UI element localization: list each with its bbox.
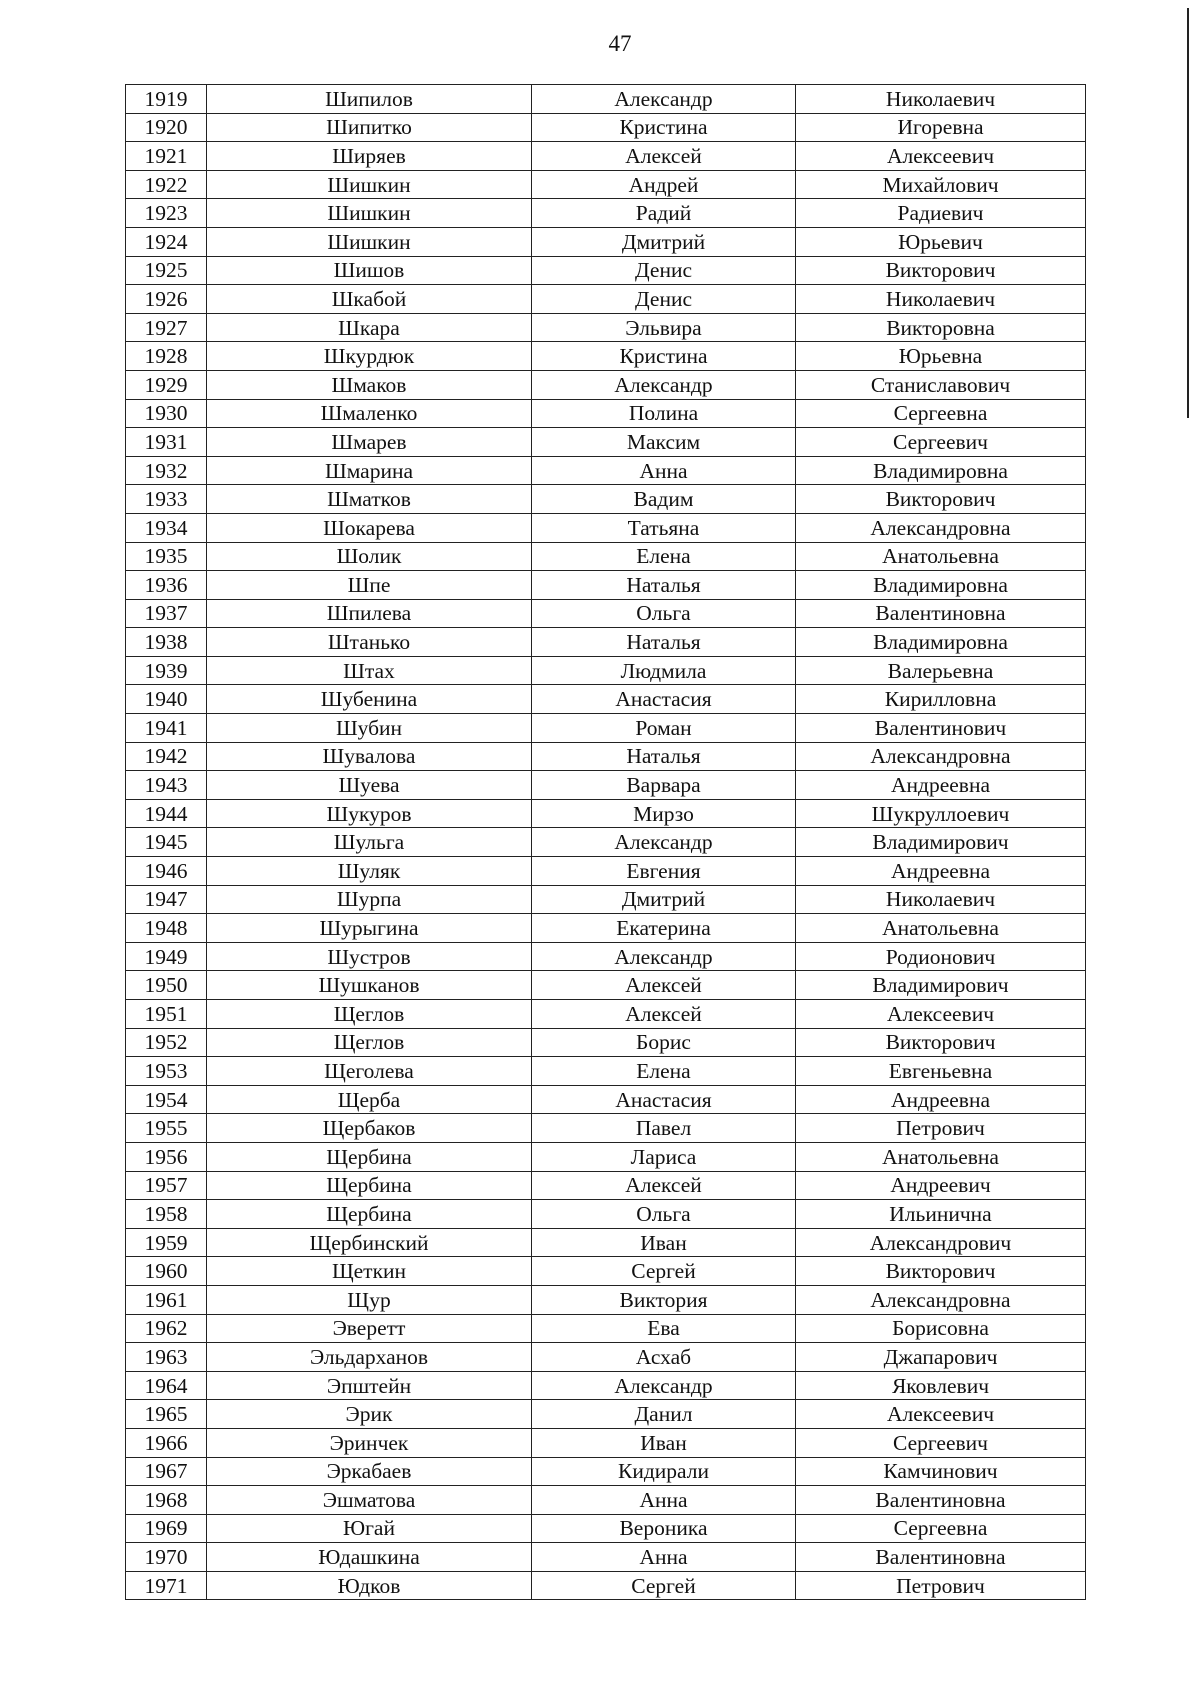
first-name-cell: Максим xyxy=(532,428,796,457)
table-row xyxy=(126,1057,1086,1086)
row-number-cell: 1961 xyxy=(126,1285,207,1314)
table-row xyxy=(126,1000,1086,1029)
table-row xyxy=(126,313,1086,342)
row-number-cell: 1932 xyxy=(126,456,207,485)
last-name-cell: Шкурдюк xyxy=(207,342,532,371)
row-number-cell: 1947 xyxy=(126,885,207,914)
row-number-cell: 1921 xyxy=(126,142,207,171)
first-name-cell: Андрей xyxy=(532,170,796,199)
first-name-cell: Наталья xyxy=(532,628,796,657)
row-number-cell: 1953 xyxy=(126,1057,207,1086)
row-number-cell: 1920 xyxy=(126,113,207,142)
patronymic-cell: Родионович xyxy=(796,942,1086,971)
table-row xyxy=(126,914,1086,943)
last-name-cell: Щерба xyxy=(207,1085,532,1114)
row-number-cell: 1934 xyxy=(126,513,207,542)
last-name-cell: Шкабой xyxy=(207,285,532,314)
patronymic-cell: Викторович xyxy=(796,1028,1086,1057)
table-row xyxy=(126,1314,1086,1343)
row-number-cell: 1925 xyxy=(126,256,207,285)
last-name-cell: Шишкин xyxy=(207,170,532,199)
row-number-cell: 1922 xyxy=(126,170,207,199)
first-name-cell: Данил xyxy=(532,1400,796,1429)
patronymic-cell: Михайлович xyxy=(796,170,1086,199)
row-number-cell: 1919 xyxy=(126,85,207,114)
row-number-cell: 1963 xyxy=(126,1343,207,1372)
table-row xyxy=(126,599,1086,628)
patronymic-cell: Радиевич xyxy=(796,199,1086,228)
table-row xyxy=(126,513,1086,542)
table-row xyxy=(126,1371,1086,1400)
row-number-cell: 1951 xyxy=(126,1000,207,1029)
first-name-cell: Павел xyxy=(532,1114,796,1143)
patronymic-cell: Андреевна xyxy=(796,857,1086,886)
row-number-cell: 1926 xyxy=(126,285,207,314)
row-number-cell: 1942 xyxy=(126,742,207,771)
last-name-cell: Шокарева xyxy=(207,513,532,542)
last-name-cell: Эринчек xyxy=(207,1428,532,1457)
patronymic-cell: Петрович xyxy=(796,1114,1086,1143)
last-name-cell: Щеглов xyxy=(207,1028,532,1057)
first-name-cell: Анастасия xyxy=(532,685,796,714)
row-number-cell: 1958 xyxy=(126,1200,207,1229)
row-number-cell: 1923 xyxy=(126,199,207,228)
first-name-cell: Иван xyxy=(532,1428,796,1457)
last-name-cell: Щербаков xyxy=(207,1114,532,1143)
last-name-cell: Эрик xyxy=(207,1400,532,1429)
table-row xyxy=(126,1400,1086,1429)
table-row xyxy=(126,1200,1086,1229)
patronymic-cell: Анатольевна xyxy=(796,1142,1086,1171)
table-row xyxy=(126,456,1086,485)
page-number: 47 xyxy=(608,31,632,56)
row-number-cell: 1941 xyxy=(126,714,207,743)
row-number-cell: 1927 xyxy=(126,313,207,342)
first-name-cell: Александр xyxy=(532,1371,796,1400)
table-row xyxy=(126,1514,1086,1543)
first-name-cell: Елена xyxy=(532,1057,796,1086)
first-name-cell: Эльвира xyxy=(532,313,796,342)
table-row xyxy=(126,1543,1086,1572)
last-name-cell: Шишкин xyxy=(207,199,532,228)
first-name-cell: Вадим xyxy=(532,485,796,514)
first-name-cell: Мирзо xyxy=(532,799,796,828)
last-name-cell: Шубенина xyxy=(207,685,532,714)
first-name-cell: Радий xyxy=(532,199,796,228)
row-number-cell: 1971 xyxy=(126,1571,207,1600)
last-name-cell: Шувалова xyxy=(207,742,532,771)
row-number-cell: 1960 xyxy=(126,1257,207,1286)
table-row xyxy=(126,285,1086,314)
table-row xyxy=(126,1486,1086,1515)
table-row xyxy=(126,85,1086,114)
first-name-cell: Борис xyxy=(532,1028,796,1057)
table-row xyxy=(126,1428,1086,1457)
table-row xyxy=(126,342,1086,371)
last-name-cell: Шмаленко xyxy=(207,399,532,428)
table-row xyxy=(126,885,1086,914)
first-name-cell: Полина xyxy=(532,399,796,428)
first-name-cell: Лариса xyxy=(532,1142,796,1171)
row-number-cell: 1949 xyxy=(126,942,207,971)
first-name-cell: Кристина xyxy=(532,113,796,142)
patronymic-cell: Александровна xyxy=(796,742,1086,771)
row-number-cell: 1954 xyxy=(126,1085,207,1114)
patronymic-cell: Сергеевна xyxy=(796,1514,1086,1543)
patronymic-cell: Александровна xyxy=(796,513,1086,542)
row-number-cell: 1946 xyxy=(126,857,207,886)
first-name-cell: Анна xyxy=(532,456,796,485)
patronymic-cell: Джапарович xyxy=(796,1343,1086,1372)
first-name-cell: Дмитрий xyxy=(532,227,796,256)
last-name-cell: Шмарев xyxy=(207,428,532,457)
table-row xyxy=(126,256,1086,285)
patronymic-cell: Петрович xyxy=(796,1571,1086,1600)
patronymic-cell: Александрович xyxy=(796,1228,1086,1257)
first-name-cell: Кидирали xyxy=(532,1457,796,1486)
patronymic-cell: Яковлевич xyxy=(796,1371,1086,1400)
table-row xyxy=(126,1571,1086,1600)
patronymic-cell: Александровна xyxy=(796,1285,1086,1314)
table-row xyxy=(126,1457,1086,1486)
row-number-cell: 1938 xyxy=(126,628,207,657)
name-list-table xyxy=(125,84,1086,1600)
last-name-cell: Шматков xyxy=(207,485,532,514)
last-name-cell: Шпилева xyxy=(207,599,532,628)
last-name-cell: Югай xyxy=(207,1514,532,1543)
first-name-cell: Елена xyxy=(532,542,796,571)
first-name-cell: Вероника xyxy=(532,1514,796,1543)
table-row xyxy=(126,1228,1086,1257)
first-name-cell: Алексей xyxy=(532,971,796,1000)
table-row xyxy=(126,1142,1086,1171)
patronymic-cell: Владимирович xyxy=(796,828,1086,857)
first-name-cell: Роман xyxy=(532,714,796,743)
last-name-cell: Ширяев xyxy=(207,142,532,171)
last-name-cell: Щеглов xyxy=(207,1000,532,1029)
patronymic-cell: Владимировна xyxy=(796,571,1086,600)
last-name-cell: Юдашкина xyxy=(207,1543,532,1572)
table-row xyxy=(126,971,1086,1000)
last-name-cell: Эшматова xyxy=(207,1486,532,1515)
table-row xyxy=(126,199,1086,228)
patronymic-cell: Кирилловна xyxy=(796,685,1086,714)
first-name-cell: Александр xyxy=(532,370,796,399)
patronymic-cell: Борисовна xyxy=(796,1314,1086,1343)
scan-edge-line xyxy=(1187,8,1189,418)
table-row xyxy=(126,828,1086,857)
patronymic-cell: Валентиновна xyxy=(796,1486,1086,1515)
last-name-cell: Щербинский xyxy=(207,1228,532,1257)
row-number-cell: 1940 xyxy=(126,685,207,714)
row-number-cell: 1945 xyxy=(126,828,207,857)
row-number-cell: 1931 xyxy=(126,428,207,457)
table-row xyxy=(126,485,1086,514)
first-name-cell: Дмитрий xyxy=(532,885,796,914)
row-number-cell: 1956 xyxy=(126,1142,207,1171)
last-name-cell: Шкара xyxy=(207,313,532,342)
first-name-cell: Наталья xyxy=(532,742,796,771)
last-name-cell: Шипитко xyxy=(207,113,532,142)
first-name-cell: Ева xyxy=(532,1314,796,1343)
patronymic-cell: Валентинович xyxy=(796,714,1086,743)
last-name-cell: Эпштейн xyxy=(207,1371,532,1400)
patronymic-cell: Викторович xyxy=(796,485,1086,514)
last-name-cell: Штанько xyxy=(207,628,532,657)
last-name-cell: Шолик xyxy=(207,542,532,571)
last-name-cell: Щеголева xyxy=(207,1057,532,1086)
table-row xyxy=(126,1085,1086,1114)
table-row xyxy=(126,113,1086,142)
last-name-cell: Щербина xyxy=(207,1200,532,1229)
table-row xyxy=(126,771,1086,800)
patronymic-cell: Владимирович xyxy=(796,971,1086,1000)
table-row xyxy=(126,857,1086,886)
first-name-cell: Сергей xyxy=(532,1571,796,1600)
last-name-cell: Шмарина xyxy=(207,456,532,485)
row-number-cell: 1924 xyxy=(126,227,207,256)
table-row xyxy=(126,227,1086,256)
table-row xyxy=(126,571,1086,600)
table-row xyxy=(126,170,1086,199)
last-name-cell: Щербина xyxy=(207,1171,532,1200)
last-name-cell: Щеткин xyxy=(207,1257,532,1286)
last-name-cell: Шмаков xyxy=(207,370,532,399)
patronymic-cell: Анатольевна xyxy=(796,914,1086,943)
first-name-cell: Анастасия xyxy=(532,1085,796,1114)
first-name-cell: Анна xyxy=(532,1543,796,1572)
first-name-cell: Наталья xyxy=(532,571,796,600)
first-name-cell: Алексей xyxy=(532,1000,796,1029)
first-name-cell: Александр xyxy=(532,85,796,114)
table-row xyxy=(126,542,1086,571)
row-number-cell: 1968 xyxy=(126,1486,207,1515)
table-row xyxy=(126,656,1086,685)
table-row xyxy=(126,1285,1086,1314)
row-number-cell: 1957 xyxy=(126,1171,207,1200)
patronymic-cell: Николаевич xyxy=(796,85,1086,114)
patronymic-cell: Николаевич xyxy=(796,285,1086,314)
last-name-cell: Щур xyxy=(207,1285,532,1314)
first-name-cell: Александр xyxy=(532,942,796,971)
first-name-cell: Ольга xyxy=(532,599,796,628)
patronymic-cell: Викторович xyxy=(796,256,1086,285)
row-number-cell: 1952 xyxy=(126,1028,207,1057)
row-number-cell: 1948 xyxy=(126,914,207,943)
first-name-cell: Варвара xyxy=(532,771,796,800)
patronymic-cell: Алексеевич xyxy=(796,1000,1086,1029)
table-row xyxy=(126,399,1086,428)
patronymic-cell: Владимировна xyxy=(796,456,1086,485)
row-number-cell: 1962 xyxy=(126,1314,207,1343)
patronymic-cell: Алексеевич xyxy=(796,142,1086,171)
first-name-cell: Александр xyxy=(532,828,796,857)
patronymic-cell: Валерьевна xyxy=(796,656,1086,685)
row-number-cell: 1936 xyxy=(126,571,207,600)
row-number-cell: 1964 xyxy=(126,1371,207,1400)
last-name-cell: Шурыгина xyxy=(207,914,532,943)
patronymic-cell: Андреевна xyxy=(796,1085,1086,1114)
row-number-cell: 1966 xyxy=(126,1428,207,1457)
row-number-cell: 1944 xyxy=(126,799,207,828)
row-number-cell: 1970 xyxy=(126,1543,207,1572)
last-name-cell: Штах xyxy=(207,656,532,685)
patronymic-cell: Андреевич xyxy=(796,1171,1086,1200)
patronymic-cell: Евгеньевна xyxy=(796,1057,1086,1086)
row-number-cell: 1943 xyxy=(126,771,207,800)
last-name-cell: Шукуров xyxy=(207,799,532,828)
patronymic-cell: Алексеевич xyxy=(796,1400,1086,1429)
table-row xyxy=(126,370,1086,399)
table-row xyxy=(126,1114,1086,1143)
first-name-cell: Людмила xyxy=(532,656,796,685)
patronymic-cell: Игоревна xyxy=(796,113,1086,142)
table-row xyxy=(126,799,1086,828)
row-number-cell: 1959 xyxy=(126,1228,207,1257)
first-name-cell: Сергей xyxy=(532,1257,796,1286)
row-number-cell: 1933 xyxy=(126,485,207,514)
table-row xyxy=(126,942,1086,971)
first-name-cell: Иван xyxy=(532,1228,796,1257)
name-list-body xyxy=(126,85,1086,1600)
patronymic-cell: Юрьевич xyxy=(796,227,1086,256)
first-name-cell: Татьяна xyxy=(532,513,796,542)
patronymic-cell: Валентиновна xyxy=(796,599,1086,628)
first-name-cell: Денис xyxy=(532,285,796,314)
first-name-cell: Екатерина xyxy=(532,914,796,943)
table-row xyxy=(126,685,1086,714)
last-name-cell: Шульга xyxy=(207,828,532,857)
table-row xyxy=(126,1028,1086,1057)
last-name-cell: Шишов xyxy=(207,256,532,285)
last-name-cell: Щербина xyxy=(207,1142,532,1171)
row-number-cell: 1955 xyxy=(126,1114,207,1143)
first-name-cell: Ольга xyxy=(532,1200,796,1229)
last-name-cell: Шушканов xyxy=(207,971,532,1000)
patronymic-cell: Сергеевна xyxy=(796,399,1086,428)
row-number-cell: 1939 xyxy=(126,656,207,685)
table-row xyxy=(126,142,1086,171)
first-name-cell: Кристина xyxy=(532,342,796,371)
first-name-cell: Асхаб xyxy=(532,1343,796,1372)
patronymic-cell: Анатольевна xyxy=(796,542,1086,571)
row-number-cell: 1935 xyxy=(126,542,207,571)
last-name-cell: Эльдарханов xyxy=(207,1343,532,1372)
table-row xyxy=(126,628,1086,657)
row-number-cell: 1937 xyxy=(126,599,207,628)
row-number-cell: 1929 xyxy=(126,370,207,399)
last-name-cell: Шуева xyxy=(207,771,532,800)
patronymic-cell: Сергеевич xyxy=(796,428,1086,457)
row-number-cell: 1930 xyxy=(126,399,207,428)
patronymic-cell: Камчинович xyxy=(796,1457,1086,1486)
last-name-cell: Шишкин xyxy=(207,227,532,256)
first-name-cell: Анна xyxy=(532,1486,796,1515)
last-name-cell: Шурпа xyxy=(207,885,532,914)
last-name-cell: Юдков xyxy=(207,1571,532,1600)
table-row xyxy=(126,1343,1086,1372)
patronymic-cell: Николаевич xyxy=(796,885,1086,914)
last-name-cell: Шпе xyxy=(207,571,532,600)
patronymic-cell: Владимировна xyxy=(796,628,1086,657)
table-row xyxy=(126,714,1086,743)
last-name-cell: Шипилов xyxy=(207,85,532,114)
patronymic-cell: Шукруллоевич xyxy=(796,799,1086,828)
row-number-cell: 1967 xyxy=(126,1457,207,1486)
first-name-cell: Алексей xyxy=(532,142,796,171)
last-name-cell: Шустров xyxy=(207,942,532,971)
patronymic-cell: Викторович xyxy=(796,1257,1086,1286)
last-name-cell: Шуляк xyxy=(207,857,532,886)
first-name-cell: Алексей xyxy=(532,1171,796,1200)
patronymic-cell: Валентиновна xyxy=(796,1543,1086,1572)
last-name-cell: Шубин xyxy=(207,714,532,743)
last-name-cell: Эркабаев xyxy=(207,1457,532,1486)
patronymic-cell: Станиславович xyxy=(796,370,1086,399)
row-number-cell: 1969 xyxy=(126,1514,207,1543)
patronymic-cell: Ильинична xyxy=(796,1200,1086,1229)
first-name-cell: Виктория xyxy=(532,1285,796,1314)
row-number-cell: 1965 xyxy=(126,1400,207,1429)
patronymic-cell: Викторовна xyxy=(796,313,1086,342)
table-row xyxy=(126,428,1086,457)
first-name-cell: Евгения xyxy=(532,857,796,886)
table-row xyxy=(126,1257,1086,1286)
patronymic-cell: Юрьевна xyxy=(796,342,1086,371)
patronymic-cell: Андреевна xyxy=(796,771,1086,800)
first-name-cell: Денис xyxy=(532,256,796,285)
table-row xyxy=(126,1171,1086,1200)
row-number-cell: 1950 xyxy=(126,971,207,1000)
row-number-cell: 1928 xyxy=(126,342,207,371)
table-row xyxy=(126,742,1086,771)
patronymic-cell: Сергеевич xyxy=(796,1428,1086,1457)
last-name-cell: Эверетт xyxy=(207,1314,532,1343)
